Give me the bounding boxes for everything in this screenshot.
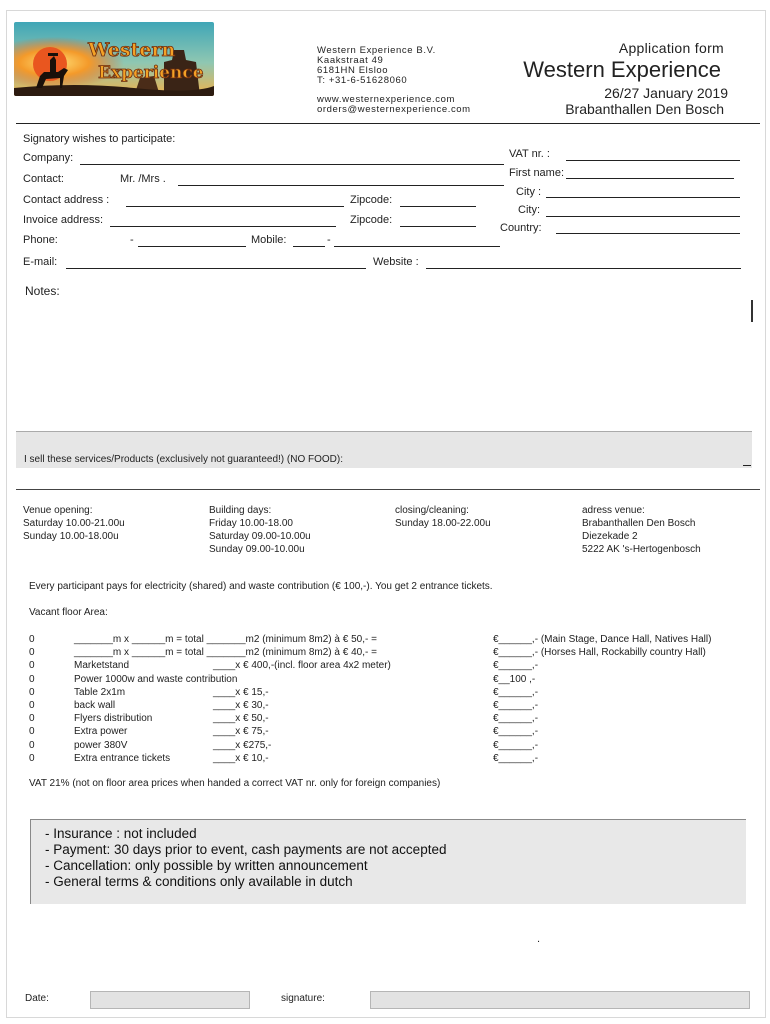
fee-item: back wall	[74, 700, 116, 711]
company-label: Company:	[23, 152, 74, 164]
salutation-label: Mr. /Mrs .	[120, 173, 166, 185]
fee-qty: 0	[29, 660, 35, 671]
fee-qty: 0	[29, 713, 35, 724]
event-title: Western Experience	[523, 57, 721, 82]
company-address-block	[317, 46, 471, 115]
first-name-field[interactable]	[566, 178, 734, 179]
term-cancellation: - Cancellation: only possible by written announcement	[45, 858, 368, 873]
fee-item: _______m x ______m = total _______m2 (minimum 8m2) à € 40,- =	[74, 647, 377, 658]
notes-area[interactable]	[22, 300, 746, 420]
city2-field[interactable]	[546, 216, 740, 217]
fee-qty: 0	[29, 634, 35, 645]
mobile-label: Mobile:	[251, 234, 287, 246]
logo-word-2: Experience	[98, 63, 204, 83]
fee-qty: 0	[29, 647, 35, 658]
fee-qty: 0	[29, 674, 35, 685]
building-saturday: Saturday 09.00-10.00u	[209, 531, 311, 542]
city-label: City :	[516, 186, 542, 198]
city2-label: City:	[518, 204, 540, 216]
fee-price: ____x € 30,-	[213, 700, 269, 711]
country-label: Country:	[500, 222, 542, 234]
building-sunday: Sunday 09.00-10.00u	[209, 544, 305, 555]
vacant-floor-label: Vacant floor Area:	[29, 607, 108, 618]
company-phone: T: +31-6-51628060	[317, 75, 408, 86]
participate-intro: Signatory wishes to participate:	[23, 133, 176, 145]
zipcode2-label: Zipcode:	[350, 214, 393, 226]
opening-saturday: Saturday 10.00-21.00u	[23, 518, 125, 529]
contact-address-field[interactable]	[126, 206, 344, 207]
fee-price: ____x € 400,-(incl. floor area 4x2 meter)	[213, 660, 391, 671]
fee-item: Extra power	[74, 726, 128, 737]
contact-label: Contact:	[23, 173, 64, 185]
company-field[interactable]	[80, 164, 504, 165]
fee-price: ____x €275,-	[213, 740, 272, 751]
company-name: Western Experience B.V.	[317, 45, 436, 56]
contact-address-label: Contact address :	[23, 194, 110, 206]
fee-total: €______,-	[493, 700, 539, 711]
fee-item: Flyers distribution	[74, 713, 153, 724]
building-friday: Friday 10.00-18.00	[209, 518, 293, 529]
fee-item: Marketstand	[74, 660, 130, 671]
form-label: Application form	[618, 40, 724, 56]
invoice-address-field[interactable]	[110, 226, 336, 227]
fee-total: €______,-	[493, 687, 539, 698]
closing-sunday: Sunday 18.00-22.00u	[395, 518, 491, 529]
fee-item: Power 1000w and waste contribution	[74, 674, 238, 685]
vat-nr-field[interactable]	[566, 160, 740, 161]
website-label: Website :	[373, 256, 419, 268]
fee-total: €______,-	[493, 726, 539, 737]
fee-price: ____x € 50,-	[213, 713, 269, 724]
closing-title: closing/cleaning:	[395, 505, 469, 516]
stray-dot: .	[537, 933, 541, 945]
fee-total: €______,-	[493, 660, 539, 671]
vat-nr-label: VAT nr. :	[509, 148, 550, 160]
term-insurance: - Insurance : not included	[45, 826, 197, 841]
fee-item: Extra entrance tickets	[74, 753, 171, 764]
mobile-prefix-field[interactable]	[293, 246, 325, 247]
fee-qty: 0	[29, 700, 35, 711]
email-field[interactable]	[66, 268, 366, 269]
date-field[interactable]	[90, 991, 250, 1009]
website-field[interactable]	[426, 268, 741, 269]
building-title: Building days:	[209, 505, 272, 516]
term-general: - General terms & conditions only available in dutch	[45, 874, 353, 889]
company-email[interactable]: orders@westernexperience.com	[317, 104, 471, 115]
zipcode2-field[interactable]	[400, 226, 476, 227]
opening-title: Venue opening:	[23, 505, 93, 516]
term-payment: - Payment: 30 days prior to event, cash payments are not accepted	[45, 842, 447, 857]
logo-word-1: Western	[88, 39, 176, 61]
electricity-note: Every participant pays for electricity (shared) and waste contribution (€ 100,-). You get 2 entrance tickets.	[29, 581, 493, 592]
fee-item: Table 2x1m	[74, 687, 126, 698]
services-label: I sell these services/Products (exclusively not guaranteed!) (NO FOOD):	[24, 454, 344, 465]
fee-item: _______m x ______m = total _______m2 (minimum 8m2) à € 50,- =	[74, 634, 377, 645]
signature-label: signature:	[281, 993, 325, 1004]
fee-price: ____x € 75,-	[213, 726, 269, 737]
western-experience-logo	[14, 22, 214, 96]
mobile-field[interactable]	[334, 246, 500, 247]
fee-qty: 0	[29, 753, 35, 764]
fee-price: ____x € 15,-	[213, 687, 269, 698]
vat-note: VAT 21% (not on floor area prices when handed a correct VAT nr. only for foreign companies)	[29, 778, 441, 789]
notes-label: Notes:	[25, 284, 60, 298]
fee-total: €______,- (Main Stage, Dance Hall, Natives Hall)	[493, 634, 712, 645]
notes-scroll-mark	[751, 300, 753, 322]
zipcode-label: Zipcode:	[350, 194, 393, 206]
company-zip-city: 6181HN Elsloo	[317, 65, 389, 76]
services-field-end	[743, 465, 751, 466]
fee-total: €______,-	[493, 740, 539, 751]
email-label: E-mail:	[23, 256, 58, 268]
mobile-dash: -	[327, 234, 331, 246]
fee-item: power 380V	[74, 740, 128, 751]
event-venue: Brabanthallen Den Bosch	[565, 101, 724, 117]
fee-total: €______,-	[493, 713, 539, 724]
venue-address-title: adress venue:	[582, 505, 645, 516]
invoice-address-label: Invoice address:	[23, 214, 104, 226]
fee-price: ____x € 10,-	[213, 753, 269, 764]
venue-city: 5222 AK 's-Hertogenbosch	[582, 544, 701, 555]
company-street: Kaakstraat 49	[317, 55, 384, 66]
phone-label: Phone:	[23, 234, 58, 246]
first-name-label: First name:	[509, 167, 565, 179]
fee-total: €__100 ,-	[493, 674, 536, 685]
company-website[interactable]: www.westernexperience.com	[317, 94, 456, 105]
opening-sunday: Sunday 10.00-18.00u	[23, 531, 119, 542]
fee-qty: 0	[29, 740, 35, 751]
phone-field[interactable]	[138, 246, 246, 247]
terms-box	[30, 819, 746, 904]
fee-total: €______,-	[493, 753, 539, 764]
zipcode-field[interactable]	[400, 206, 476, 207]
venue-street: Diezekade 2	[582, 531, 638, 542]
fee-qty: 0	[29, 687, 35, 698]
header-divider	[16, 123, 760, 124]
contact-name-field[interactable]	[178, 185, 504, 186]
fee-total: €______,- (Horses Hall, Rockabilly country Hall)	[493, 647, 706, 658]
date-label: Date:	[25, 993, 49, 1004]
fee-qty: 0	[29, 726, 35, 737]
event-date: 26/27 January 2019	[604, 85, 728, 101]
phone-dash: -	[130, 234, 134, 246]
signature-field[interactable]	[370, 991, 750, 1009]
schedule-divider	[16, 489, 760, 490]
city-field[interactable]	[546, 197, 740, 198]
country-field[interactable]	[556, 233, 740, 234]
venue-name: Brabanthallen Den Bosch	[582, 518, 696, 529]
